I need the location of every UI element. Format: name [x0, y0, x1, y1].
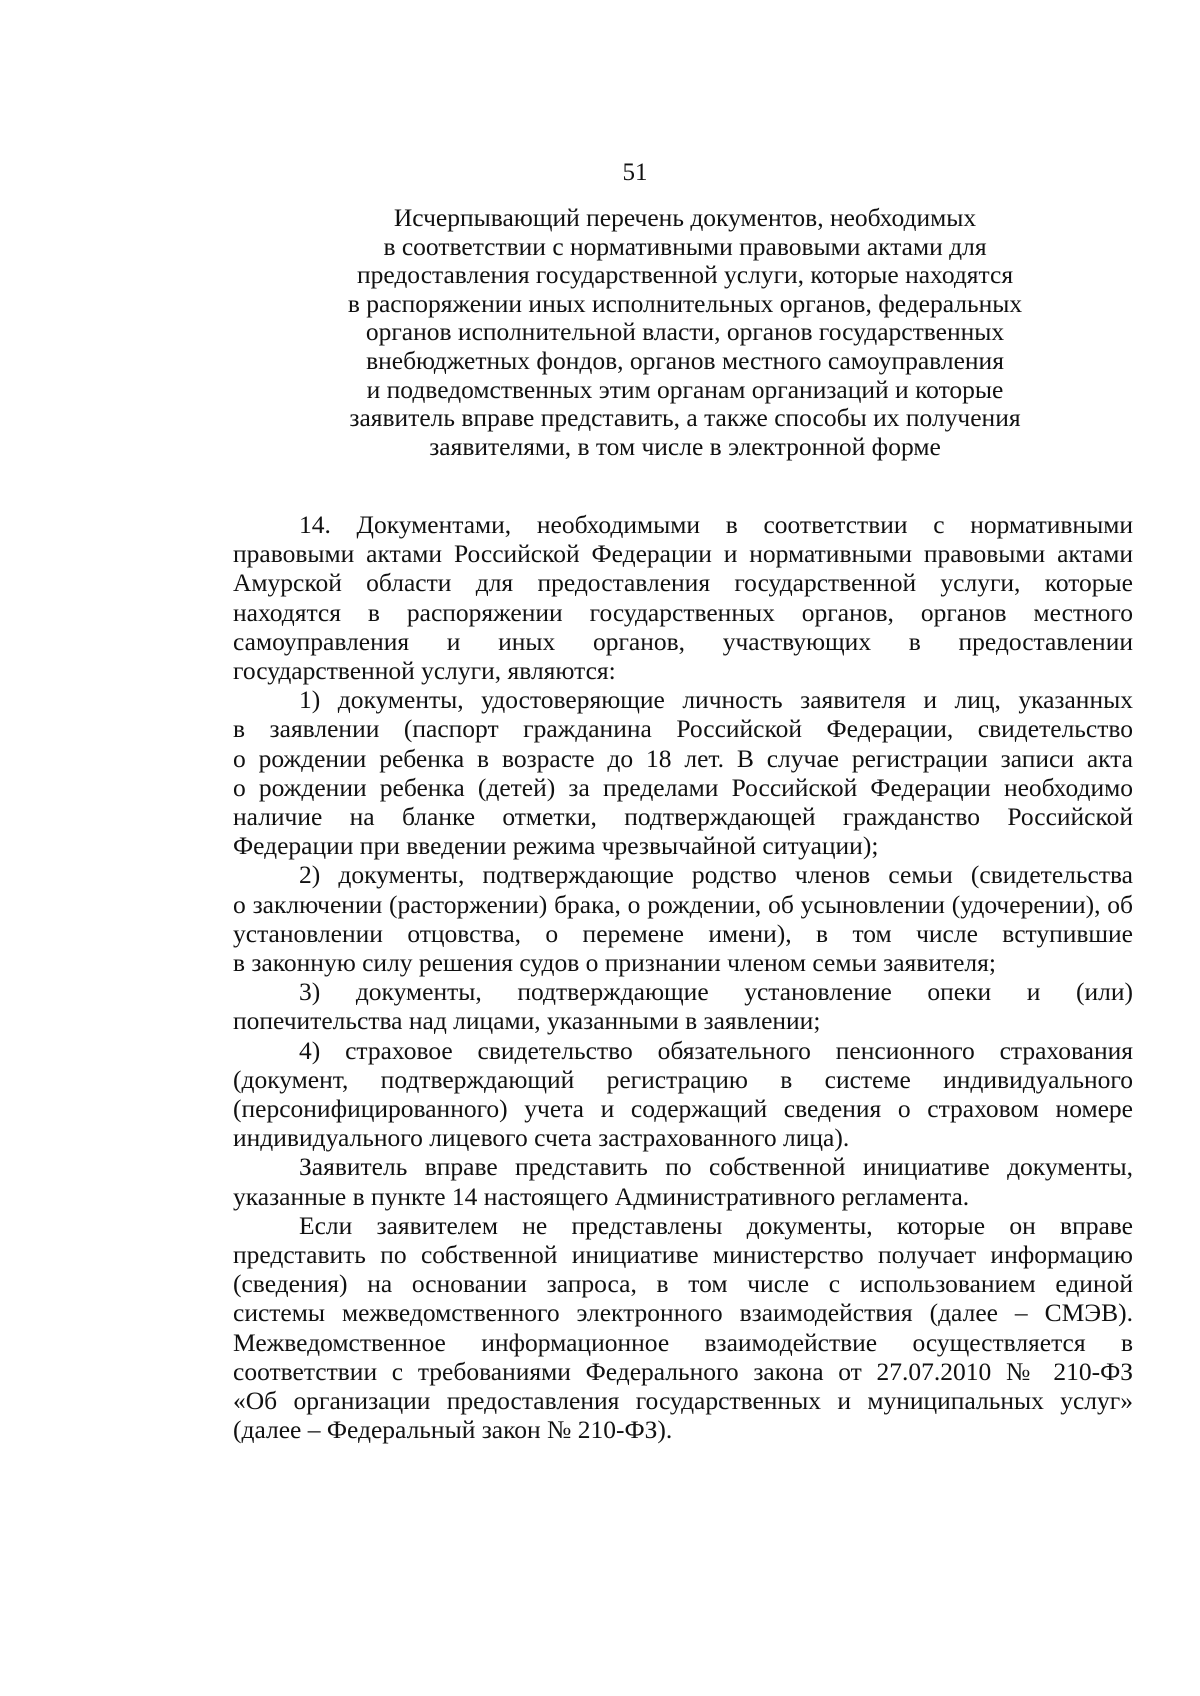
text-line: правовыми актами Российской Федерации и нормативными правовыми актами — [233, 539, 1133, 569]
heading-line: органов исполнительной власти, органов государственных — [365, 317, 1005, 347]
text-line: государственной услуги, являются: — [233, 656, 616, 686]
heading-line: заявитель вправе представить, а также способы их получения — [349, 403, 1021, 433]
paragraph-item-14 — [233, 510, 1133, 685]
text-line: (сведения) на основании запроса, в том числе с использованием единой — [233, 1269, 1133, 1299]
text-line: в законную силу решения судов о признании членом семьи заявителя; — [233, 948, 996, 978]
heading-line: Исчерпывающий перечень документов, необходимых — [393, 203, 977, 232]
text-line: (далее – Федеральный закон № 210-ФЗ). — [233, 1415, 673, 1445]
text-line: 2) документы, подтверждающие родство членов семьи (свидетельства — [299, 860, 1133, 890]
text-line: системы межведомственного электронного взаимодействия (далее – СМЭВ). — [233, 1298, 1133, 1328]
text-line: установлении отцовства, о перемене имени), в том числе вступившие — [233, 918, 1133, 948]
document-body — [233, 510, 1133, 1445]
text-line: о рождении ребенка (детей) за пределами Российской Федерации необходимо — [233, 772, 1133, 802]
text-line: находятся в распоряжении государственных органов, органов местного — [233, 597, 1133, 627]
heading-line: внебюджетных фондов, органов местного самоуправления — [366, 345, 1004, 375]
section-heading — [235, 204, 1135, 461]
heading-line: заявителями, в том числе в электронной форме — [429, 431, 941, 461]
text-line: наличие на бланке отметки, подтверждающей гражданство Российской — [233, 802, 1133, 832]
list-item-2 — [233, 860, 1133, 977]
text-line: в заявлении (паспорт гражданина Российской Федерации, свидетельство — [233, 714, 1133, 744]
list-item-4 — [233, 1036, 1133, 1153]
text-line: Федерации при введении режима чрезвычайной ситуации); — [233, 831, 879, 861]
list-item-3 — [233, 977, 1133, 1035]
text-line: (персонифицированного) учета и содержащий сведения о страховом номере — [233, 1094, 1133, 1124]
list-item-1 — [233, 685, 1133, 860]
paragraph-interagency — [233, 1211, 1133, 1445]
heading-line: в соответствии с нормативными правовыми актами для — [383, 231, 987, 261]
text-line: (документ, подтверждающий регистрацию в системе индивидуального — [233, 1064, 1133, 1094]
heading-line: и подведомственных этим органам организаций и которые — [366, 374, 1004, 404]
heading-line: предоставления государственной услуги, которые находятся — [356, 260, 1014, 290]
heading-line: в распоряжении иных исполнительных органов, федеральных — [347, 288, 1023, 318]
text-line: о заключении (расторжении) брака, о рождении, об усыновлении (удочерении), об — [233, 889, 1133, 919]
paragraph-applicant-right — [233, 1152, 1133, 1210]
text-line: «Об организации предоставления государственных и муниципальных услуг» — [233, 1386, 1133, 1416]
text-line: представить по собственной инициативе министерство получает информацию — [233, 1240, 1133, 1270]
text-line: 1) документы, удостоверяющие личность заявителя и лиц, указанных — [299, 685, 1133, 715]
text-line: соответствии с требованиями Федерального закона от 27.07.2010 № 210-ФЗ — [233, 1356, 1133, 1386]
text-line: 4) страховое свидетельство обязательного пенсионного страхования — [299, 1035, 1133, 1065]
text-line: Если заявителем не представлены документы, которые он вправе — [299, 1210, 1133, 1240]
text-line: указанные в пункте 14 настоящего Административного регламента. — [233, 1181, 970, 1211]
text-line: Заявитель вправе представить по собственной инициативе документы, — [299, 1152, 1133, 1182]
page-number: 51 — [622, 159, 648, 186]
text-line: попечительства над лицами, указанными в заявлении; — [233, 1006, 821, 1036]
text-line: 14. Документами, необходимыми в соответствии с нормативными — [299, 510, 1133, 539]
text-line: Межведомственное информационное взаимодействие осуществляется в — [233, 1327, 1133, 1357]
text-line: индивидуального лицевого счета застрахованного лица). — [233, 1123, 850, 1153]
text-line: о рождении ребенка в возрасте до 18 лет. В случае регистрации записи акта — [233, 743, 1133, 773]
text-line: самоуправления и иных органов, участвующих в предоставлении — [233, 626, 1133, 656]
text-line: Амурской области для предоставления государственной услуги, которые — [233, 568, 1133, 598]
text-line: 3) документы, подтверждающие установление опеки и (или) — [299, 977, 1133, 1007]
